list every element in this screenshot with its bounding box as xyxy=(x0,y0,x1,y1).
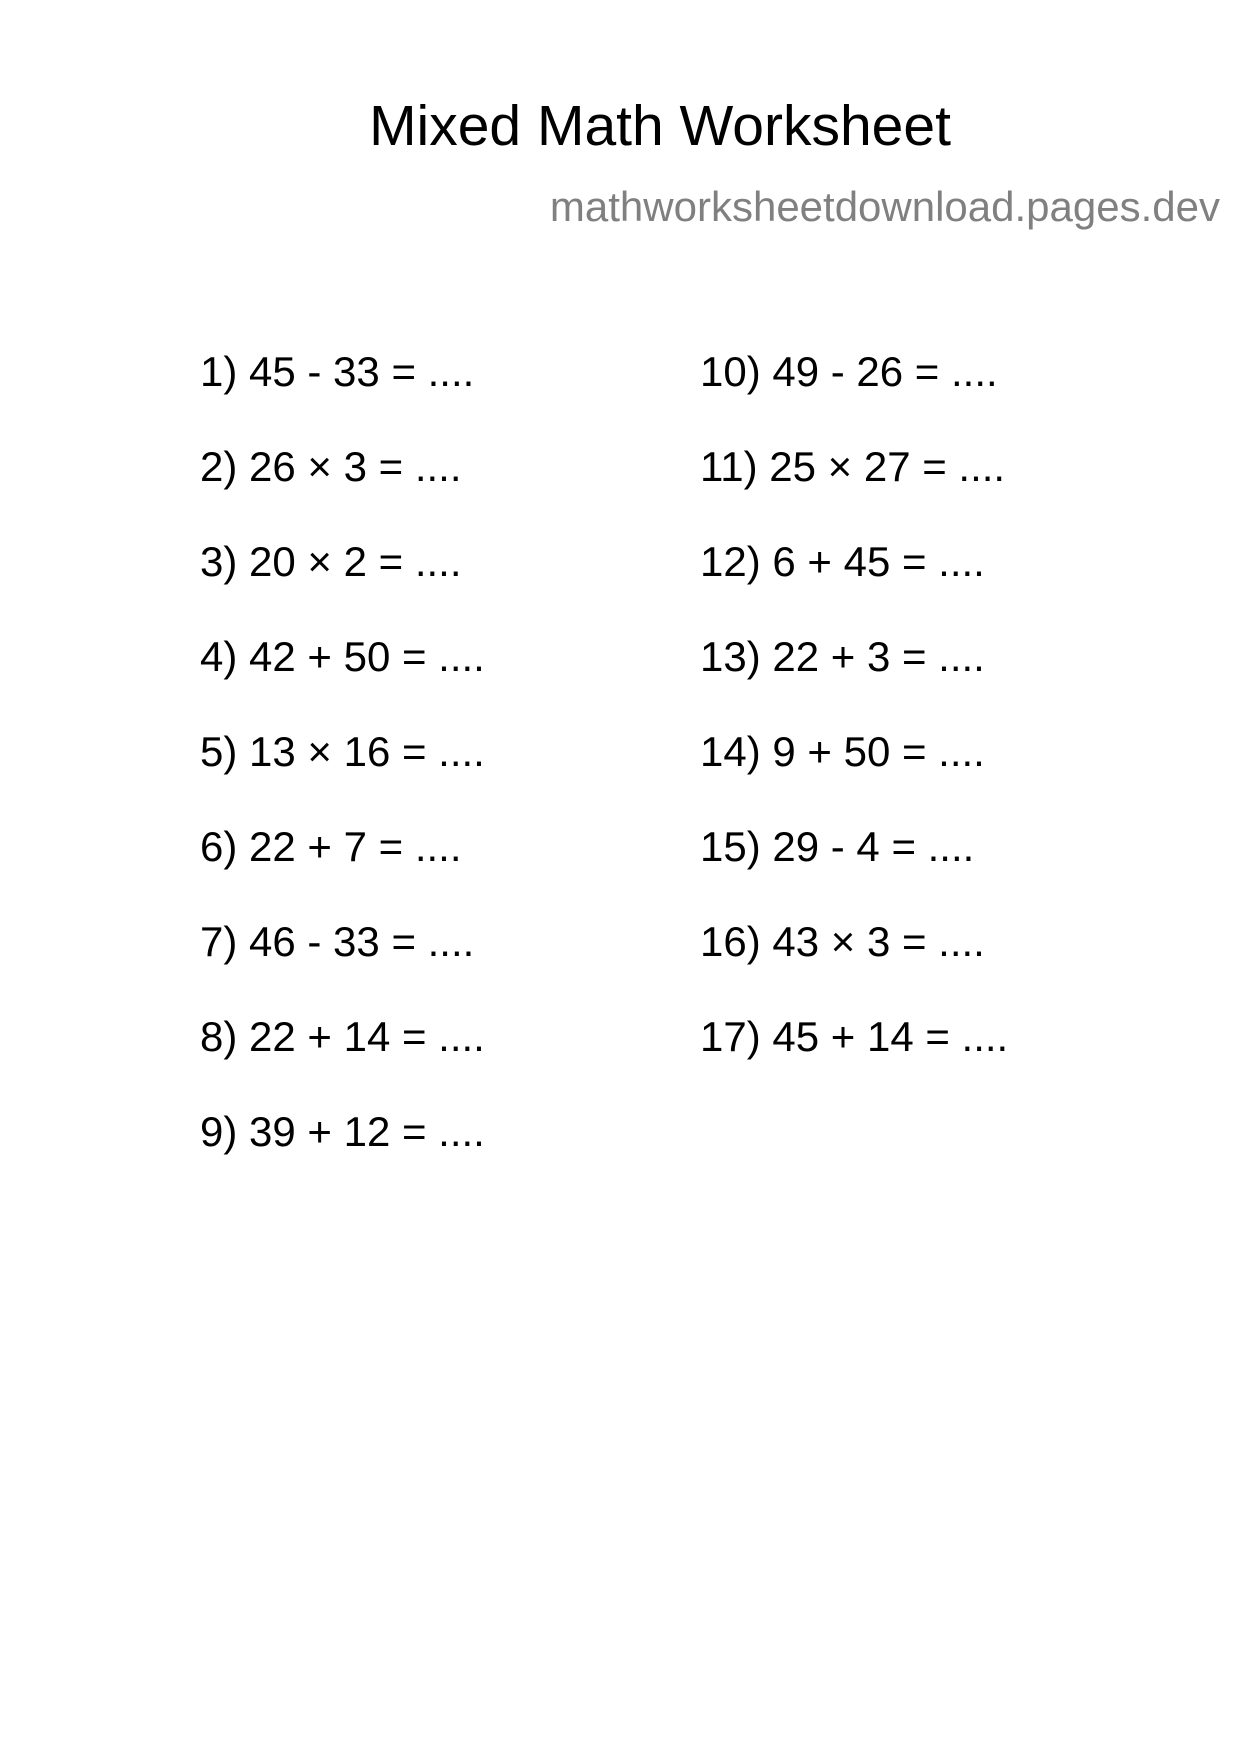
worksheet-title: Mixed Math Worksheet xyxy=(369,94,951,158)
problem-7: 7) 46 - 33 = .... xyxy=(200,918,475,965)
problem-11: 11) 25 × 27 = .... xyxy=(700,443,1006,490)
problem-16: 16) 43 × 3 = .... xyxy=(700,918,985,965)
problem-12: 12) 6 + 45 = .... xyxy=(700,538,985,585)
problem-8: 8) 22 + 14 = .... xyxy=(200,1013,485,1060)
problem-2: 2) 26 × 3 = .... xyxy=(200,443,462,490)
problem-1: 1) 45 - 33 = .... xyxy=(200,348,475,395)
problem-6: 6) 22 + 7 = .... xyxy=(200,823,462,870)
problem-15: 15) 29 - 4 = .... xyxy=(700,823,975,870)
problem-9: 9) 39 + 12 = .... xyxy=(200,1108,485,1155)
problem-5: 5) 13 × 16 = .... xyxy=(200,728,485,775)
problem-4: 4) 42 + 50 = .... xyxy=(200,633,485,680)
problem-column-left xyxy=(200,348,485,1206)
problem-column-right xyxy=(700,348,1009,1111)
problem-10: 10) 49 - 26 = .... xyxy=(700,348,998,395)
problem-17: 17) 45 + 14 = .... xyxy=(700,1013,1009,1060)
problem-13: 13) 22 + 3 = .... xyxy=(700,633,985,680)
problem-14: 14) 9 + 50 = .... xyxy=(700,728,985,775)
problem-3: 3) 20 × 2 = .... xyxy=(200,538,462,585)
source-url: mathworksheetdownload.pages.dev xyxy=(549,183,1220,230)
